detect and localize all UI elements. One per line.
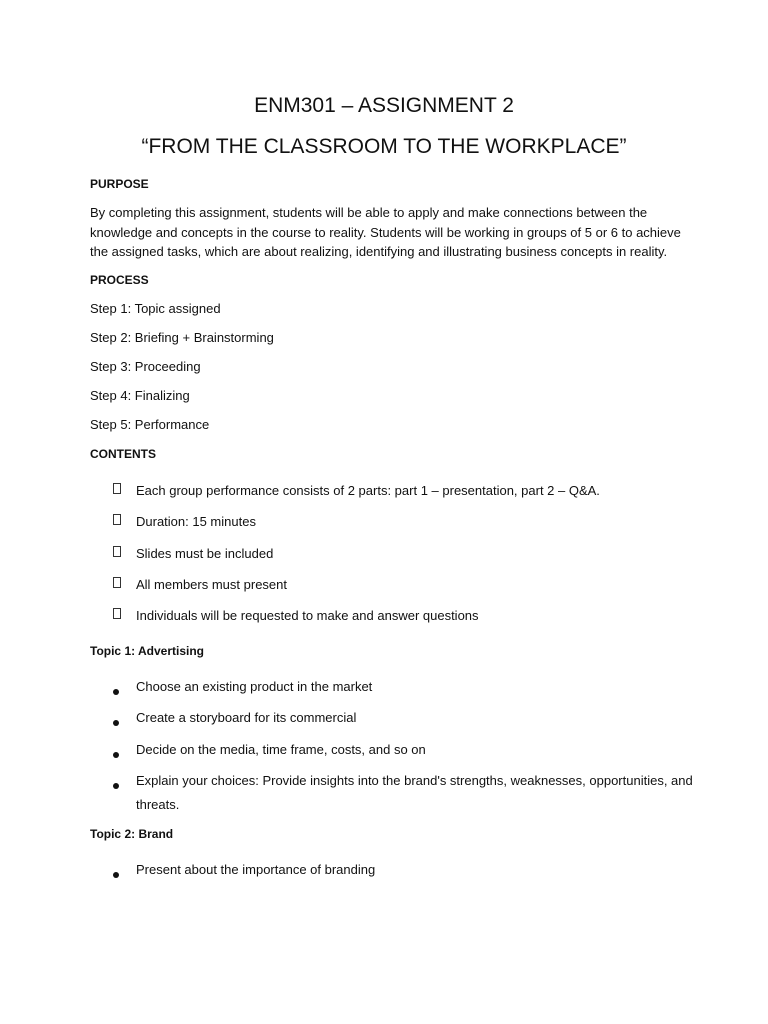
topic1-list-item: Choose an existing product in the market <box>136 679 373 694</box>
process-step: Step 4: Finalizing <box>90 388 190 403</box>
topic1-heading: Topic 1: Advertising <box>90 644 205 658</box>
bullet-dot-icon <box>113 778 119 792</box>
document-subtitle: “FROM THE CLASSROOM TO THE WORKPLACE” <box>141 135 627 158</box>
contents-heading: CONTENTS <box>90 447 156 461</box>
contents-list-item: Each group performance consists of 2 parts: part 1 – presentation, part 2 – Q&A. <box>136 483 600 498</box>
process-step: Step 5: Performance <box>90 417 210 432</box>
missing-glyph-bullet-icon <box>113 511 121 528</box>
missing-glyph-bullet-icon <box>113 605 121 622</box>
contents-list-item: Duration: 15 minutes <box>136 514 256 529</box>
missing-glyph-bullet-icon <box>113 543 121 560</box>
contents-list-item: Slides must be included <box>136 546 274 561</box>
bullet-dot-icon <box>113 684 119 698</box>
contents-list-item: Individuals will be requested to make and answer questions <box>136 608 479 623</box>
missing-glyph-bullet-icon <box>113 480 121 497</box>
process-heading: PROCESS <box>90 273 149 287</box>
topic1-list-item: Decide on the media, time frame, costs, and so on <box>136 742 426 757</box>
bullet-dot-icon <box>113 867 119 881</box>
purpose-heading: PURPOSE <box>90 177 149 191</box>
topic1-list-item: Explain your choices: Provide insights into the brand's strengths, weaknesses, opportunities, and threats. <box>136 773 693 812</box>
process-step: Step 3: Proceeding <box>90 359 201 374</box>
topic1-list-item: Create a storyboard for its commercial <box>136 710 357 725</box>
document-title: ENM301 – ASSIGNMENT 2 <box>254 94 514 117</box>
topic2-list-item: Present about the importance of branding <box>136 862 376 877</box>
missing-glyph-bullet-icon <box>113 574 121 591</box>
bullet-dot-icon <box>113 747 119 761</box>
contents-list-item: All members must present <box>136 577 287 592</box>
purpose-paragraph: By completing this assignment, students will be able to apply and make connections between the knowledge and concepts in the course to reality. Students will be working in groups of 5 or 6 to achieve the assigned tasks, which are about realizing, identifying and illustrating business concepts in reality. <box>90 205 681 259</box>
process-step: Step 1: Topic assigned <box>90 301 221 316</box>
process-step: Step 2: Briefing + Brainstorming <box>90 330 274 345</box>
bullet-dot-icon <box>113 715 119 729</box>
topic2-heading: Topic 2: Brand <box>90 827 174 841</box>
